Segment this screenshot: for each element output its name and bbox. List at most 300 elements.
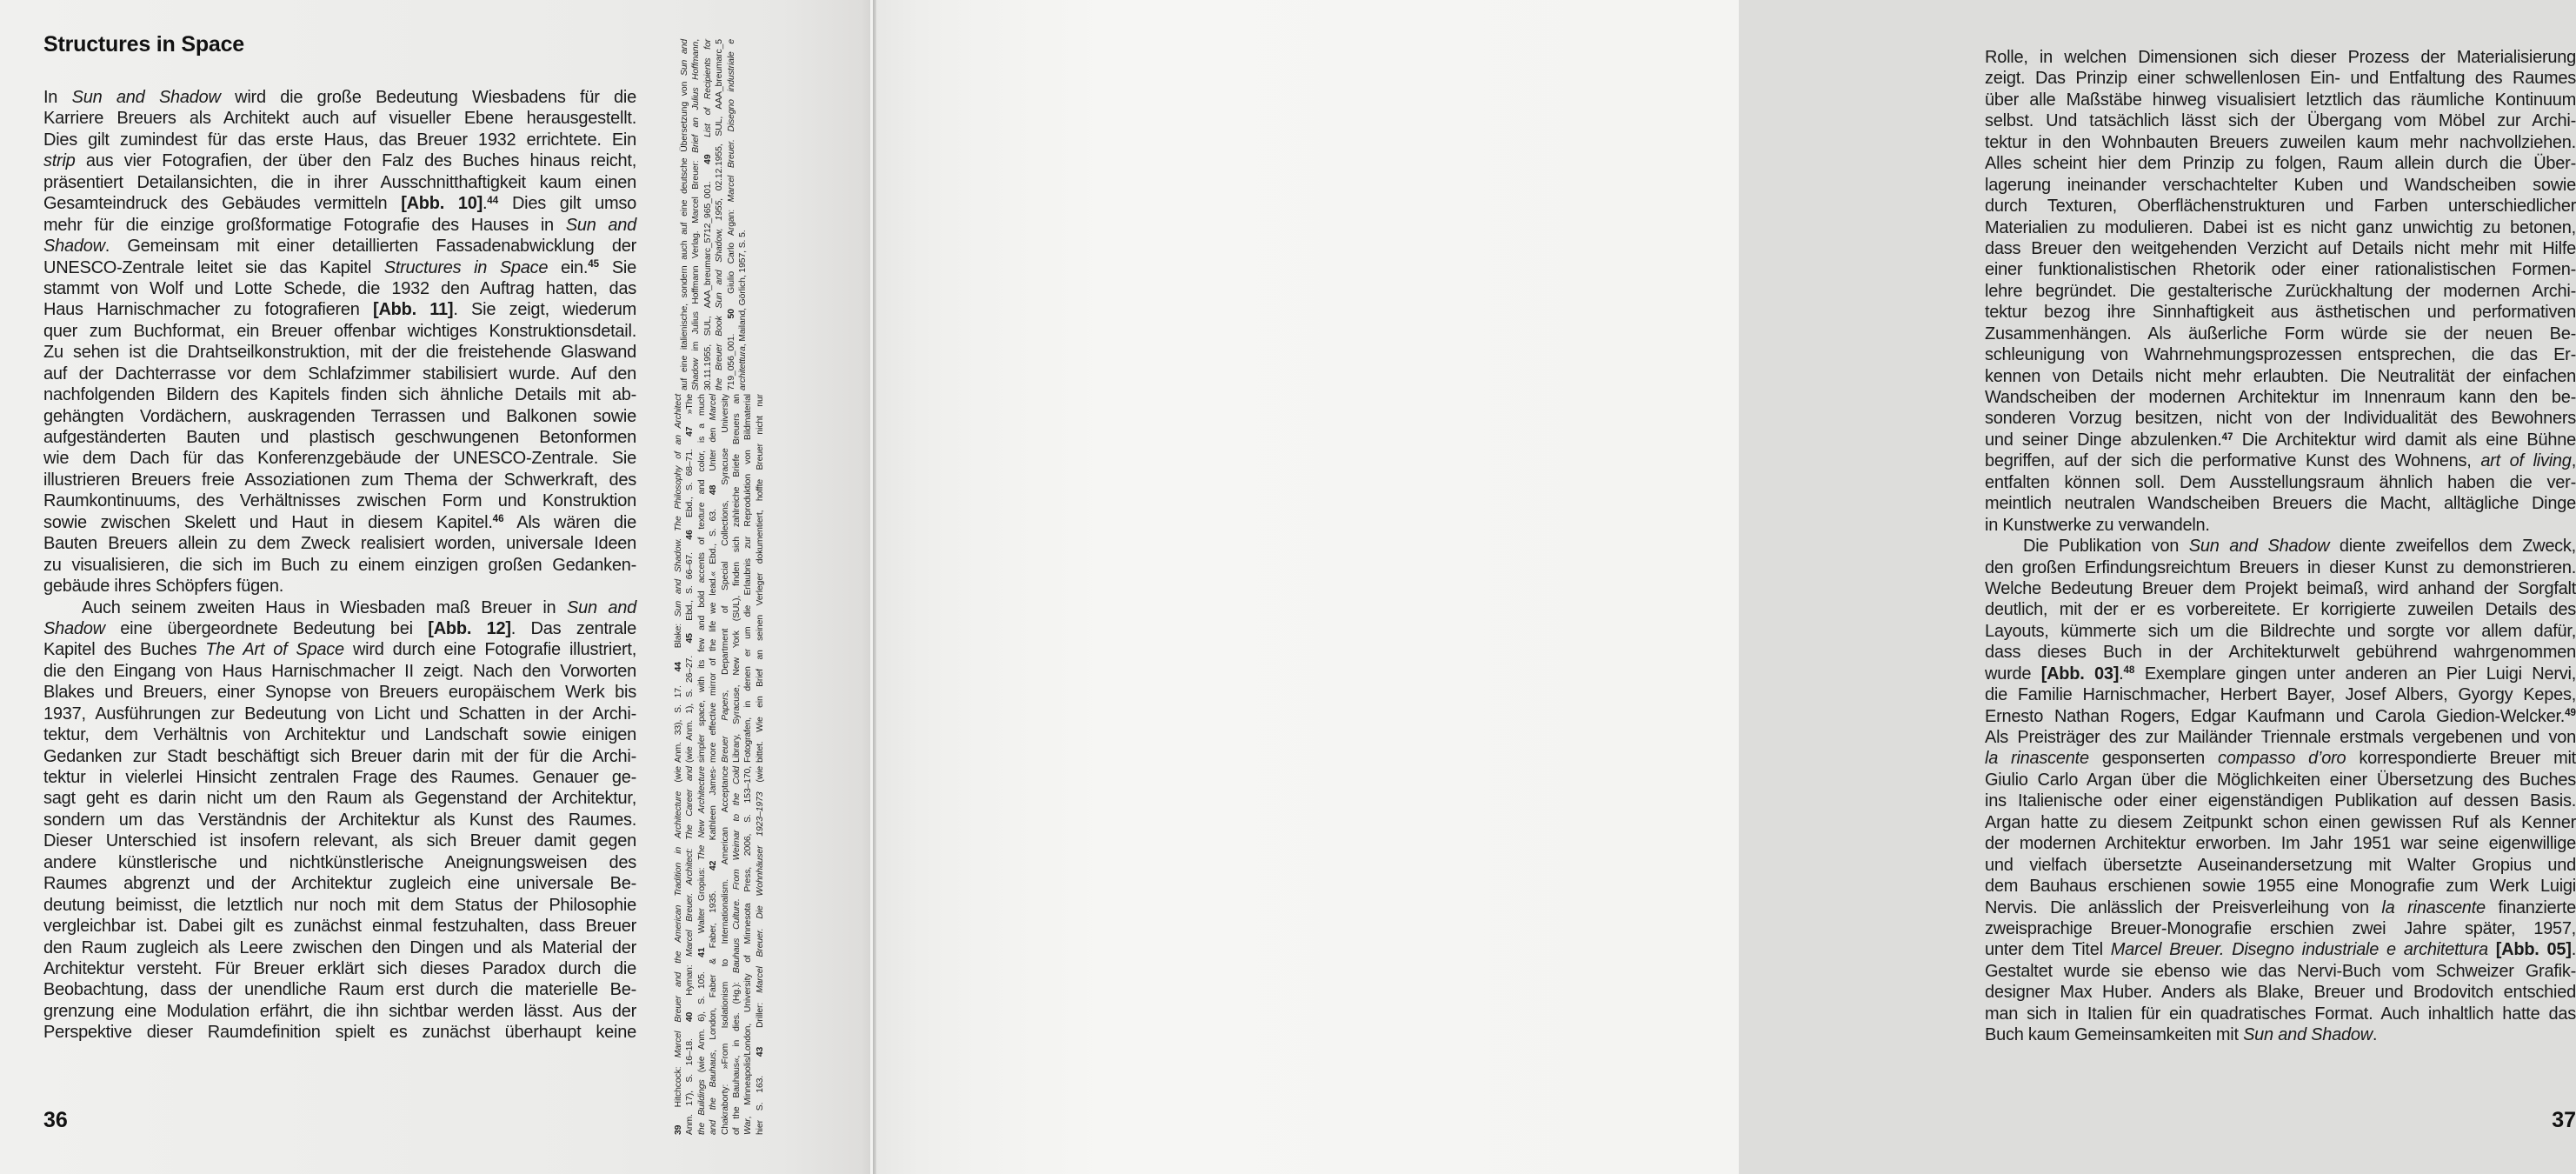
text-line	[714, 39, 725, 390]
text-line	[1985, 387, 2576, 408]
text-segment: Sun and	[680, 38, 689, 76]
text-segment: War	[743, 1118, 754, 1135]
text-line	[43, 87, 636, 108]
text-line	[1985, 90, 2576, 110]
text-segment: 39	[674, 1124, 683, 1135]
page-number-right: 37	[2552, 1108, 2576, 1132]
text-line	[1985, 599, 2576, 620]
text-line	[1985, 748, 2576, 769]
text-segment: »The	[685, 393, 696, 427]
text-line	[726, 39, 737, 390]
text-segment: auf der Dachterrasse vor dem Schlafzimmer stabilisiert wurde. Auf den	[43, 364, 636, 384]
text-segment: Buch kaum Gemeinsamkeiten mit	[1985, 1025, 2244, 1045]
text-line	[1985, 324, 2576, 344]
text-segment: ,	[2571, 451, 2576, 471]
text-segment: Materialien zu modulieren. Dabei ist es nicht ganz unwichtig zu betonen,	[1985, 217, 2576, 237]
text-line	[1985, 1024, 2576, 1045]
text-line	[43, 236, 636, 257]
text-segment: andere künstlerische und nichtkünstlerische Aneignungsweisen des	[43, 852, 636, 872]
text-line	[43, 916, 636, 937]
text-segment: Kapitel des Buches	[43, 640, 206, 660]
text-segment: simpler space, with its few and bold accents of texture and color, is a much	[696, 394, 707, 763]
text-segment: Welche Bedeutung Breuer dem Projekt beimaß, wird anhand der Sorgfalt	[1985, 578, 2576, 598]
text-line	[1985, 897, 2576, 918]
text-segment: 49	[2565, 707, 2576, 719]
text-line	[1985, 68, 2576, 89]
page-right	[876, 0, 2576, 1174]
text-segment: durch Texturen, Oberflächenstrukturen und Farben unterschiedlicher	[1985, 197, 2576, 217]
text-segment: the Breuer Book Sun and Shadow, 1955	[715, 200, 725, 390]
text-segment: aus vier Fotografien, der über den Falz des Buches hinaus reicht,	[75, 151, 636, 171]
text-segment: die Familie Harnischmacher, Herbert Bayer, Josef Albers, Gyorgy Kepes,	[1985, 685, 2576, 705]
text-segment: 46	[492, 513, 504, 525]
text-segment: 48	[2123, 664, 2135, 677]
text-segment: Marcel Breuer. Disegno industriale e architettura	[2110, 940, 2488, 960]
text-line	[43, 130, 636, 150]
text-segment: Dies gilt umso	[498, 194, 637, 214]
text-segment: diente zweifellos dem Zweck,	[2329, 537, 2576, 557]
text-segment: 49	[702, 154, 713, 164]
text-segment: Ernesto Nathan Rogers, Edgar Kaufmann und Carola Giedion-Welcker.	[1985, 706, 2566, 726]
text-segment: zu visualisieren, die sich im Buch zu einem einzigen großen Gedanken-	[43, 555, 636, 575]
text-segment: zeigt. Das Prinzip einer schwellenlosen Ein- und Entfaltung des Raumes	[1985, 69, 2576, 89]
text-segment: Gesamteindruck des Gebäudes vermitteln	[43, 194, 402, 214]
text-line	[1985, 493, 2576, 514]
text-line	[1985, 536, 2576, 557]
text-segment: Breuer Papers	[720, 692, 730, 763]
text-segment: Auch seinem zweiten Haus in Wiesbaden maß Breuer in	[82, 597, 567, 617]
text-segment: In	[43, 88, 72, 107]
text-segment: grenzung eine Modulation erfährt, die ihn sichtbar werden lässt. Aus der	[43, 1001, 636, 1021]
text-segment: [Abb. 12]	[428, 618, 511, 638]
text-line	[43, 661, 636, 682]
text-line	[43, 767, 636, 788]
text-line	[43, 490, 636, 511]
text-segment: Beobachtung, dass der unendliche Raum erst durch die materielle Be-	[43, 980, 636, 1000]
text-segment: deutlich, mit der er es vorbereitete. Er korrigierte zuweilen Details des	[1985, 600, 2576, 620]
text-segment: unter dem Titel	[1985, 940, 2111, 960]
text-segment: zweisprachige Breuer-Monografie erschien zwei Jahre später, 1957,	[1985, 918, 2576, 938]
text-line	[1985, 961, 2576, 982]
text-segment: Sun and Shadow	[2188, 537, 2330, 557]
text-line	[679, 39, 690, 390]
text-segment: präsentiert Detailansichten, die in ihrer Ausschnitthaftigkeit kaum einen	[43, 172, 636, 192]
text-line	[702, 39, 714, 390]
text-line	[43, 639, 636, 660]
text-line	[1985, 918, 2576, 939]
text-segment: 46	[685, 530, 696, 540]
text-segment: gehängten Vordächern, auskragenden Terrassen und Balkonen sowie	[43, 406, 636, 426]
text-segment: 719_056_001.	[726, 318, 736, 390]
text-line	[1985, 642, 2576, 663]
text-segment: . Gemeinsam mit einer detaillierten Fassadenabwicklung der	[104, 237, 636, 257]
text-segment: Perspektive dieser Raumdefinition spielt es zunächst überhaupt keine	[43, 1023, 636, 1043]
text-line	[684, 394, 696, 763]
text-segment: 45	[685, 633, 696, 644]
text-segment: Die Architektur wird damit als eine Bühne	[2233, 430, 2576, 450]
text-line	[43, 704, 636, 724]
text-line	[1985, 217, 2576, 238]
text-segment: ins Italienische oder einer eigenständigen Publikation auf dessen Basis.	[1985, 791, 2576, 811]
text-segment: illustrieren Breuers freie Assoziationen zum Thema der Schwerkraft, des	[43, 470, 636, 490]
text-line	[731, 766, 742, 1135]
text-segment: selbst. Und tatsächlich lässt sich der Übergang vom Möbel zur Archi-	[1985, 111, 2576, 131]
text-segment: .	[482, 194, 488, 214]
text-line	[690, 39, 702, 390]
text-line	[43, 193, 636, 214]
text-segment: wird die große Bedeutung Wiesbadens für die	[220, 88, 636, 107]
text-segment: Marcel Breuer and the American Tradition in Architecture	[674, 790, 683, 1058]
text-segment: Driller:	[755, 992, 765, 1047]
text-segment: 42	[709, 860, 719, 871]
text-segment: 47	[2221, 430, 2233, 443]
text-segment: Giulio Carlo Argan über die Möglichkeiten einer Übersetzung des Buches	[1985, 770, 2576, 790]
text-line	[1985, 430, 2576, 450]
text-segment: quer zum Buchformat, ein Breuer offenbar wichtiges Konstruktionsdetail.	[43, 321, 636, 341]
text-segment: more effective mirror of the life we lead.« Ebd., S. 63.	[709, 495, 719, 763]
text-line	[1985, 557, 2576, 578]
text-line	[1985, 939, 2576, 960]
text-segment: und seiner Dinge abzulenken.	[1985, 430, 2222, 450]
text-segment: sagt geht es darin nicht um den Raum als Gegenstand der Architektur,	[43, 789, 636, 809]
text-segment: (wie Anm. 1), S. 26–27.	[685, 643, 696, 763]
text-segment: vergleichbar ist. Dabei gilt es zunächst einmal festzuhalten, dass Breuer	[43, 917, 636, 937]
text-line	[696, 394, 708, 763]
text-line	[1985, 472, 2576, 493]
text-line	[43, 682, 636, 703]
text-line	[43, 958, 636, 979]
text-segment: Exemplare gingen unter anderen an Pier Luigi Nervi,	[2134, 664, 2576, 684]
text-line	[1985, 153, 2576, 174]
text-segment: ,	[691, 39, 702, 42]
text-segment: hier S. 163.	[755, 1057, 765, 1135]
text-line	[43, 618, 636, 639]
text-line	[720, 766, 731, 1135]
text-segment: Kathleen James-	[709, 766, 719, 861]
text-segment: Marcel Breuer. Architect: The Career and	[685, 766, 696, 957]
text-line	[1985, 621, 2576, 642]
text-segment: schleunigung von Wahrnehmungsprozessen entsprechen, die das Er-	[1985, 345, 2576, 365]
text-segment: meintlich neutralen Wandscheiben Breuers die Macht, alltägliche Dinge	[1985, 494, 2576, 514]
text-line	[1985, 578, 2576, 599]
text-line	[43, 384, 636, 405]
text-line	[43, 342, 636, 363]
text-segment: wurde	[1985, 664, 2041, 684]
text-segment: , Department of Special Collections, Syracuse University	[720, 394, 730, 693]
text-segment: Raumes abgrenzt und der Architektur zugleich eine universale Be-	[43, 874, 636, 894]
text-segment: Brief an Julius Hoffmann	[691, 41, 702, 153]
text-segment: Nervis. Die anlässlich der Preisverleihung von	[1985, 897, 2382, 917]
text-segment: Argan hatte zu diesem Zeitpunkt schon einen gewissen Ruf als Kenner	[1985, 812, 2576, 832]
text-line	[43, 830, 636, 851]
text-segment: und vielfach übersetzte Auseinandersetzung mit Walter Gropius und	[1985, 855, 2576, 875]
text-segment: compasso d’oro	[2218, 749, 2346, 769]
text-line	[43, 895, 636, 916]
text-segment: Karriere Breuers als Architekt auch auf visueller Ebene herausgestellt.	[43, 109, 636, 129]
text-segment: strip	[43, 151, 76, 171]
text-line	[742, 766, 754, 1135]
text-segment: Ebd., S. 66–67.	[685, 539, 696, 634]
text-segment: Shadow	[43, 618, 105, 638]
text-segment: Anm. 33), S. 17.	[674, 671, 683, 763]
text-line	[1985, 450, 2576, 471]
text-segment: architettura	[737, 346, 748, 390]
text-segment: wird durch eine Fotografie illustriert,	[343, 640, 637, 660]
text-segment: art of living	[2480, 451, 2572, 471]
text-line	[43, 1001, 636, 1022]
text-line	[43, 364, 636, 384]
text-line	[43, 108, 636, 129]
margin-notes-block-1	[673, 766, 766, 1135]
text-line	[1985, 790, 2576, 811]
text-line	[1985, 132, 2576, 153]
text-segment: [Abb. 10]	[401, 194, 483, 214]
text-line	[673, 766, 684, 1135]
text-line	[43, 724, 636, 745]
text-segment: Sun and Shadow	[2243, 1025, 2373, 1045]
text-segment: nachfolgenden Bildern des Kapitels finden sich ähnliche Details mit ab-	[43, 385, 636, 405]
text-segment: Alles scheint hier dem Prinzip zu folgen, Raum allein durch die Über-	[1985, 154, 2576, 174]
text-line	[1985, 684, 2576, 705]
text-segment: Hitchcock:	[674, 1057, 683, 1125]
text-line	[1985, 982, 2576, 1003]
text-segment: 45	[588, 258, 600, 270]
text-line	[43, 1022, 636, 1043]
text-line	[1985, 110, 2576, 131]
text-segment: 1937, Ausführungen zur Bedeutung von Licht und Schatten in der Archi-	[43, 704, 636, 724]
text-line	[43, 746, 636, 767]
text-segment: Dieser Unterschied ist insofern relevant, als sich Breuer damit gegen	[43, 831, 636, 851]
text-segment: mehr für die einzige großformatige Fotografie des Hauses in	[43, 215, 566, 235]
text-line	[43, 406, 636, 427]
text-segment: [Abb. 03]	[2040, 664, 2120, 684]
text-segment: Rolle, in welchen Dimensionen sich dieser Prozess der Materialisierung	[1985, 48, 2576, 67]
text-segment: begriffen, auf der sich die performative Kunst des Wohnens,	[1985, 451, 2481, 471]
text-segment: sondern um das Verständnis der Architektur als Kunst des Raumes.	[43, 810, 636, 830]
text-line	[43, 257, 636, 278]
text-segment	[2488, 940, 2496, 959]
text-segment: einer funktionalistischen Rhetorik oder einer rationalistischen Formen-	[1985, 260, 2576, 280]
text-line	[43, 470, 636, 490]
text-segment: Dies gilt zumindest für das erste Haus, das Breuer 1932 errichtete. Ein	[43, 130, 636, 150]
text-line	[43, 788, 636, 809]
text-line	[43, 448, 636, 469]
text-segment: Haus Harnischmacher zu fotografieren	[43, 300, 374, 320]
text-line	[43, 576, 636, 597]
text-segment: über alle Maßstäbe hinweg visualisiert letztlich das räumliche Kontinuum	[1985, 90, 2576, 110]
text-segment: of the Bauhaus«, in dies. (Hg.):	[731, 973, 742, 1135]
text-line	[1985, 259, 2576, 280]
text-segment: sonderen Vorzug besitzen, nicht von der Individualität des Bewohners	[1985, 409, 2576, 429]
text-line	[1985, 812, 2576, 833]
text-segment: Zusammenhängen. Als äußerliche Form würde sie der neuen Be-	[1985, 324, 2576, 344]
text-line	[1985, 706, 2576, 727]
text-segment: [Abb. 05]	[2495, 940, 2572, 960]
text-segment: bittet. Wie ein Brief an seinen Verleger dokumentiert, hoffte Breuer nicht nur	[755, 394, 765, 763]
text-segment: tektur bezog ihre Sinnhaftigkeit aus ästhetischen und performativen	[1985, 303, 2576, 323]
text-segment: stammt von Wolf und Lotte Schede, die 1932 den Auftrag hatten, das	[43, 278, 636, 298]
text-segment: lehre begründet. Die gestalterische Zurückhaltung der modernen Archi-	[1985, 281, 2576, 301]
text-segment: in Kunstwerke zu verwandeln.	[1985, 515, 2210, 535]
text-segment: man sich in Italien für ein quadratisches Format. Auch inhaltlich hatte das	[1985, 1004, 2576, 1024]
text-segment: (wie Anm. 6), S. 105.	[696, 957, 707, 1080]
text-segment: Sie	[599, 257, 636, 277]
text-segment: tektur in vielerlei Hinsicht zentralen Frage des Raumes. Genauer ge-	[43, 768, 636, 787]
text-segment: Shadow	[691, 358, 702, 390]
text-segment: Als wären die	[503, 512, 636, 532]
text-segment: korrespondierte Breuer mit	[2346, 749, 2576, 769]
text-line	[1985, 408, 2576, 429]
text-segment: the Buildings	[696, 1079, 707, 1135]
text-line	[1985, 175, 2576, 196]
text-line	[43, 873, 636, 894]
text-segment: den großen Erfindungsreichtum Breuers in dieser Kunst zu demonstrieren.	[1985, 557, 2576, 577]
text-segment: 50	[726, 309, 736, 319]
text-line	[696, 766, 708, 1135]
text-line	[720, 394, 731, 763]
left-text-column	[43, 87, 636, 1044]
text-segment: der modernen Architektur erworben. Im Jahr 1951 war seine eigenwillige	[1985, 834, 2576, 854]
text-line	[1985, 47, 2576, 68]
text-segment: 40	[685, 1011, 696, 1023]
text-segment: [Abb. 11]	[373, 300, 454, 320]
section-heading: Structures in Space	[43, 32, 245, 57]
text-line	[1985, 833, 2576, 854]
text-segment: im Julius Hoffmann Verlag. Marcel Breuer:	[691, 152, 702, 359]
text-line	[43, 810, 636, 830]
text-segment: auf eine italienische, sondern auch auf eine deutsche Übersetzung von	[680, 75, 689, 390]
text-segment: gesponserten	[2088, 749, 2218, 769]
text-segment: Sun and	[567, 597, 637, 617]
text-segment: Bauten Breuers allein zu dem Zweck realisiert worden, universale Ideen	[43, 534, 636, 554]
text-line	[708, 766, 719, 1135]
text-segment: .	[2571, 940, 2576, 960]
text-segment: Hyman:	[685, 956, 696, 1012]
text-segment: The New Architecture	[696, 766, 707, 861]
text-line	[43, 215, 636, 236]
text-segment: la rinascente	[2381, 897, 2486, 917]
right-text-column	[1985, 47, 2576, 1046]
text-line	[755, 394, 766, 763]
text-segment: Sun and	[565, 215, 637, 235]
text-segment: Raumkontinuums, des Verhältnisses zwischen Form und Konstruktion	[43, 491, 636, 511]
text-segment: Gestaltet wurde sie ebenso wie das Nervi-Buch vom Schweizer Grafik-	[1985, 961, 2576, 981]
text-segment: Giulio Carlo Argan:	[726, 202, 736, 310]
text-line	[1985, 515, 2576, 536]
text-segment: Bauhaus Culture. From Weimar to the Cold	[731, 766, 742, 974]
text-segment: Als Preisträger des zur Mailänder Triennale erstmals vergebenen und von	[1985, 728, 2576, 747]
text-segment: Fotografen, in denen er um die Erlaubnis zur Reproduktion von Bildmaterial	[743, 394, 754, 763]
text-segment: , 02.12.1955, SUL, AAA_breumarc_5	[715, 39, 725, 201]
text-segment: 48	[709, 484, 719, 496]
text-segment: kennen von Details nicht mehr erlaubten. Die Neutralität der einfachen	[1985, 366, 2576, 386]
text-segment: 30.11.1955, SUL, AAA_breumarc_5712_965_001.	[702, 163, 713, 390]
text-segment: ein.	[548, 257, 589, 277]
text-segment: lagerung ineinander verschachtelter Kuben und Wandscheiben sowie	[1985, 175, 2576, 195]
text-line	[1985, 196, 2576, 217]
text-line	[43, 172, 636, 193]
text-segment: tektur in den Wohnbauten Breuers zuweilen kaum mehr nachvollziehen.	[1985, 132, 2576, 152]
text-segment: dem Bauhaus erschienen sowie 1955 eine Monografie zum Werk Luigi	[1985, 877, 2576, 897]
text-line	[737, 39, 749, 390]
text-segment: 41	[696, 947, 707, 957]
text-line	[43, 427, 636, 448]
text-segment: Wandscheiben der modernen Architektur im Innenraum kann den be-	[1985, 388, 2576, 407]
text-segment: wie dem Dach für das Konferenzgebäude der UNESCO-Zentrale. Sie	[43, 449, 636, 469]
text-segment: Architektur versteht. Für Breuer erklärt sich dieses Paradox durch die	[43, 958, 636, 978]
text-line	[1985, 344, 2576, 365]
text-segment: Anm. 17), S. 16–18.	[685, 1022, 696, 1135]
text-segment: die den Eingang von Haus Harnischmacher II zeigt. Nach den Vorworten	[43, 661, 636, 681]
text-line	[708, 394, 719, 763]
text-line	[43, 852, 636, 873]
text-line	[43, 979, 636, 1000]
text-line	[43, 299, 636, 320]
text-segment: Blake:	[674, 617, 683, 663]
text-segment: Marcel	[709, 394, 719, 421]
text-segment: gebäude ihres Schöpfers fügen.	[43, 577, 284, 597]
text-line	[1985, 238, 2576, 259]
text-line	[1985, 770, 2576, 790]
text-line	[684, 766, 696, 1135]
text-segment: finanzierte	[2485, 897, 2576, 917]
text-segment: aufgeständerten Bauten und plastisch geschwungenen Betonformen	[43, 428, 636, 447]
text-segment: dass dieses Buch in der Architekturwelt gebührend wahrgenommen	[1985, 643, 2576, 663]
text-line	[1985, 366, 2576, 387]
text-segment: 43	[755, 1046, 765, 1057]
text-segment: Chakraborty: »From Isolationism to Internationalism. American Acceptance	[720, 766, 730, 1135]
text-segment: Unter den	[709, 420, 719, 485]
text-segment: Layouts, kümmerte sich um die Bildrechte und sorgte vor allem dafür,	[1985, 621, 2576, 641]
text-line	[1985, 664, 2576, 684]
text-segment: UNESCO-Zentrale leitet sie das Kapitel	[43, 257, 384, 277]
text-segment: (wie	[755, 766, 765, 792]
margin-notes-block-2	[673, 394, 766, 763]
text-segment: la rinascente	[1985, 749, 2089, 769]
text-segment: deutung beimisst, die letztlich nur noch mit dem Status der Philosophie	[43, 895, 636, 915]
text-line	[1985, 1004, 2576, 1024]
text-segment: dass Breuer den weitgehenden Verzicht auf Details nicht mehr mit Hilfe	[1985, 238, 2576, 258]
text-segment: Marcel Breuer. Disegno industriale e	[726, 38, 736, 203]
text-line	[43, 597, 636, 618]
text-segment: Die Publikation von	[2023, 537, 2189, 557]
text-line	[43, 150, 636, 171]
text-segment: Blakes und Breuers, einer Synopse von Breuers europäischem Werk bis	[43, 683, 636, 703]
text-segment: 44	[674, 662, 683, 672]
text-segment: .	[2119, 664, 2124, 684]
text-line	[742, 394, 754, 763]
text-segment: eine übergeordnete Bedeutung bei	[104, 618, 429, 638]
text-segment: Structures in Space	[383, 257, 549, 277]
text-segment: Gedanken zur Stadt beschäftigt sich Breuer darin mit der für die Archi-	[43, 746, 636, 766]
text-segment: tektur, dem Verhältnis von Architektur und Landschaft sowie einigen	[43, 725, 636, 745]
text-line	[43, 321, 636, 342]
text-segment: , Minneapolis/London, University of Minnesota Press, 2006, S. 153–170,	[743, 766, 754, 1119]
text-line	[673, 394, 684, 763]
text-line	[1985, 876, 2576, 897]
text-segment: 44	[487, 194, 499, 206]
text-segment: Library, Syracuse, New York (SUL), finden sich zahlreiche Briefe Breuers an	[731, 394, 742, 763]
text-line	[1985, 302, 2576, 323]
text-segment	[703, 137, 713, 155]
text-segment: (wie	[674, 766, 683, 791]
text-line	[1985, 281, 2576, 302]
text-segment: Walter Gropius:	[696, 860, 707, 948]
text-segment: .	[2372, 1025, 2378, 1045]
text-segment: Sun and Shadow	[71, 88, 221, 107]
text-line	[1985, 855, 2576, 876]
text-segment: designer Max Huber. Anders als Blake, Breuer und Brodovitch entschied	[1985, 983, 2576, 1003]
